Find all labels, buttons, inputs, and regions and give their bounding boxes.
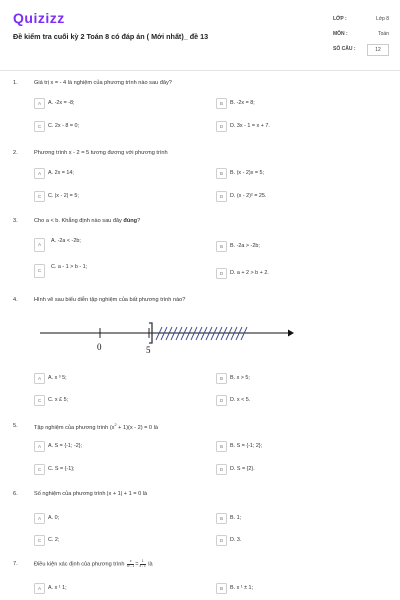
fraction-1: [127, 560, 134, 568]
option-letter: B: [216, 441, 227, 452]
equals-sign: =: [135, 561, 139, 568]
number-line-arrow: [288, 330, 294, 337]
question-text-prefix: Cho a < b. Khẳng định nào sau đây: [34, 218, 124, 224]
option-text: C. 2;: [48, 536, 60, 543]
option-letter: B: [216, 513, 227, 524]
question-text-prefix: Tập nghiệm của phương trình (x: [34, 424, 115, 431]
label-five: 5: [146, 345, 151, 355]
question-text: Phương trình x - 2 = 5 tương đương với phương trình: [34, 150, 168, 156]
option-text: A. x ¹ 1;: [48, 584, 67, 591]
option-text: B. (x - 2)x = 5;: [230, 169, 264, 176]
option-text: C. |x - 2| = 5;: [48, 192, 79, 199]
question-text: [34, 560, 153, 568]
question-number: 3.: [13, 218, 18, 224]
socau-label: SỐ CÂU :: [333, 46, 356, 52]
option-letter: B: [216, 373, 227, 384]
option-letter: A: [34, 583, 45, 594]
option-letter: B: [216, 168, 227, 179]
option-text: A. 2x = 14;: [48, 169, 74, 176]
quizizz-logo: Quizizz: [13, 10, 65, 26]
option-text: A. -2a < -2b;: [51, 238, 81, 244]
socau-value: 12: [367, 44, 389, 56]
fraction-2: [140, 560, 146, 568]
option-letter: D: [216, 395, 227, 406]
option-text: B. -2a > -2b;: [230, 242, 260, 249]
option-text: A. 0;: [48, 514, 60, 521]
option-letter: C: [34, 121, 45, 132]
question-text: Số nghiệm của phương trình |x + 1| + 1 = 0 là: [34, 491, 148, 497]
question-text-suffix: ?: [137, 218, 141, 224]
option-letter: A: [34, 513, 45, 524]
option-letter: D: [216, 535, 227, 546]
fraction-2-numerator: 1: [140, 560, 146, 565]
option-text: D. (x - 2)² = 25.: [230, 192, 267, 199]
option-text: A. S = {-1; -2};: [48, 442, 83, 449]
option-letter: D: [216, 121, 227, 132]
question-number: 5.: [13, 423, 18, 429]
fraction-1-numerator: x: [127, 560, 134, 565]
lop-value: Lớp 8: [375, 16, 389, 22]
question-text: [34, 423, 158, 431]
option-text: D. a + 2 > b + 2.: [230, 269, 269, 276]
option-letter: D: [216, 191, 227, 202]
option-text: A. x ³ 5;: [48, 374, 67, 381]
option-letter: C: [34, 264, 45, 278]
option-text: C. a - 1 > b - 1;: [51, 264, 88, 270]
option-letter: C: [34, 395, 45, 406]
question-text-suffix: là: [146, 561, 153, 568]
question-text-emphasis: đúng: [123, 218, 138, 224]
question-text: [34, 218, 140, 224]
meta-row-socau: [333, 46, 389, 58]
option-text: C. 2x - 8 = 0;: [48, 122, 80, 129]
option-letter: A: [34, 168, 45, 179]
number-line-figure: [36, 319, 296, 357]
option-text: B. x > 5;: [230, 374, 250, 381]
option-letter: C: [34, 464, 45, 475]
option-letter: A: [34, 441, 45, 452]
meta-row-lop: [333, 16, 389, 28]
fraction-1-denominator: x² - 1: [127, 563, 135, 568]
option-text: A. -2x = -8;: [48, 99, 75, 106]
option-letter: A: [34, 238, 45, 252]
option-letter: C: [34, 535, 45, 546]
option-letter: D: [216, 268, 227, 279]
option-letter: A: [34, 373, 45, 384]
question-number: 4.: [13, 297, 18, 303]
option-text: C. S = {-1};: [48, 465, 75, 472]
option-text: D. 3x - 1 = x + 7.: [230, 122, 270, 129]
option-text: B. -2x = 8;: [230, 99, 255, 106]
question-number: 7.: [13, 561, 18, 567]
question-number: 1.: [13, 80, 18, 86]
option-text: C. x £ 5;: [48, 396, 69, 403]
fraction-2-denominator: x - 1: [139, 563, 146, 568]
option-letter: B: [216, 241, 227, 252]
mon-value: Toán: [378, 31, 389, 37]
option-letter: B: [216, 98, 227, 109]
option-letter: B: [216, 583, 227, 594]
option-letter: D: [216, 464, 227, 475]
mon-label: MÔN :: [333, 31, 348, 37]
meta-row-mon: [333, 31, 389, 43]
option-text: D. S = {2}.: [230, 465, 255, 472]
header-divider: [0, 70, 400, 71]
question-text: Giá trị x = - 4 là nghiệm của phương trình nào sau đây?: [34, 80, 172, 86]
option-text: B. S = {-1; 2};: [230, 442, 263, 449]
lop-label: LỚP :: [333, 16, 347, 22]
question-text-suffix: + 1)(x - 2) = 0 là: [116, 424, 158, 431]
document-header: [0, 0, 400, 70]
question-number: 6.: [13, 491, 18, 497]
page-title: Đề kiểm tra cuối kỳ 2 Toán 8 có đáp án ( Mới nhất)_ đề 13: [13, 32, 209, 41]
question-number: 2.: [13, 150, 18, 156]
option-text: B. 1;: [230, 514, 242, 521]
question-text-superscript: 2: [114, 423, 117, 427]
option-text: D. 3.: [230, 536, 242, 543]
option-text: D. x < 5.: [230, 396, 251, 403]
option-letter: C: [34, 191, 45, 202]
option-text: B. x ¹ ± 1;: [230, 584, 254, 591]
question-text-prefix: Điều kiện xác định của phương trình: [34, 561, 126, 568]
option-letter: A: [34, 98, 45, 109]
label-zero: 0: [97, 342, 102, 352]
question-text: Hình vẽ sau biểu diễn tập nghiệm của bất phương trình nào?: [34, 297, 186, 303]
